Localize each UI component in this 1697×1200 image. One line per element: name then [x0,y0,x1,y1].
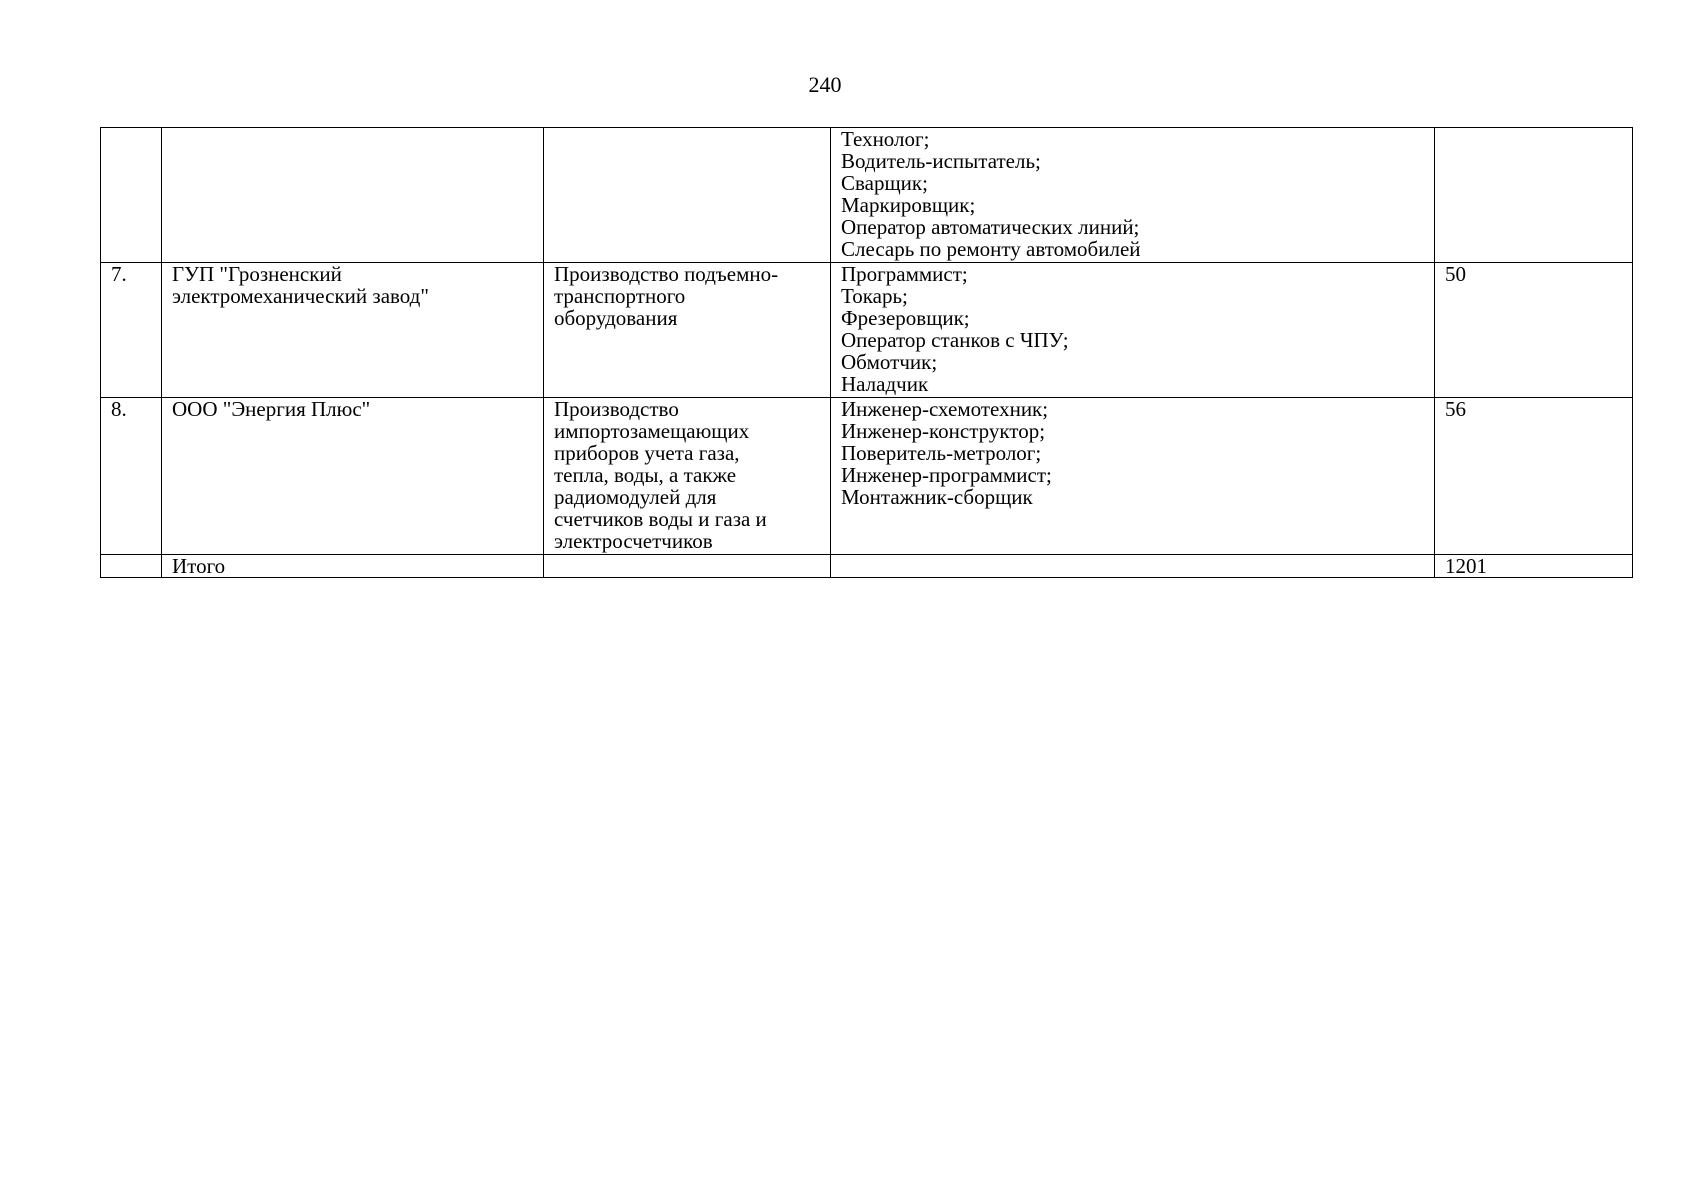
organization-cell [162,263,544,398]
organization-line: ГУП "Грозненский [172,262,342,286]
table-row [101,128,1633,263]
profession-item: Слесарь по ремонту автомобилей [841,237,1141,261]
profession-item: Наладчик [841,372,929,396]
activity-cell [544,128,831,263]
row-number-cell: 8. [101,398,162,555]
activity-line: радиомодулей для [554,485,717,509]
profession-item: Оператор автоматических линий; [841,215,1140,239]
professions-cell [831,398,1435,555]
enterprises-table [100,127,1633,578]
total-row [101,555,1633,578]
row-number-cell [101,128,162,263]
professions-cell [831,128,1435,263]
profession-item: Токарь; [841,284,908,308]
activity-line: транспортного [554,284,686,308]
activity-line: тепла, воды, а также [554,463,737,487]
profession-item: Программист; [841,262,968,286]
organization-line: электромеханический завод" [172,284,429,308]
table-row [101,263,1633,398]
profession-item: Водитель-испытатель; [841,149,1041,173]
total-number-cell [101,555,162,578]
total-activity-cell [544,555,831,578]
count-cell: 56 [1435,398,1633,555]
activity-line: электросчетчиков [554,529,713,553]
profession-item: Инженер-схемотехник; [841,397,1049,421]
total-count: 1201 [1435,555,1633,578]
row-number-cell: 7. [101,263,162,398]
profession-item: Сварщик; [841,171,928,195]
activity-line: оборудования [554,306,678,330]
total-label: Итого [162,555,544,578]
profession-item: Монтажник-сборщик [841,485,1033,509]
profession-item: Инженер-конструктор; [841,419,1046,443]
profession-item: Поверитель-метролог; [841,441,1042,465]
professions-cell [831,263,1435,398]
total-professions-cell [831,555,1435,578]
activity-line: Производство подъемно- [554,262,779,286]
profession-item: Обмотчик; [841,350,938,374]
activity-cell [544,263,831,398]
profession-item: Инженер-программист; [841,463,1052,487]
organization-line: ООО "Энергия Плюс" [172,397,371,421]
activity-line: счетчиков воды и газа и [554,507,767,531]
organization-cell [162,128,544,263]
profession-item: Маркировщик; [841,193,976,217]
organization-cell [162,398,544,555]
activity-line: приборов учета газа, [554,441,740,465]
activity-line: импортозамещающих [554,419,750,443]
count-cell [1435,128,1633,263]
profession-item: Фрезеровщик; [841,306,970,330]
table-row [101,398,1633,555]
page-number: 240 [808,72,842,97]
activity-cell [544,398,831,555]
profession-item: Оператор станков с ЧПУ; [841,328,1069,352]
count-cell: 50 [1435,263,1633,398]
profession-item: Технолог; [841,127,930,151]
activity-line: Производство [554,397,679,421]
